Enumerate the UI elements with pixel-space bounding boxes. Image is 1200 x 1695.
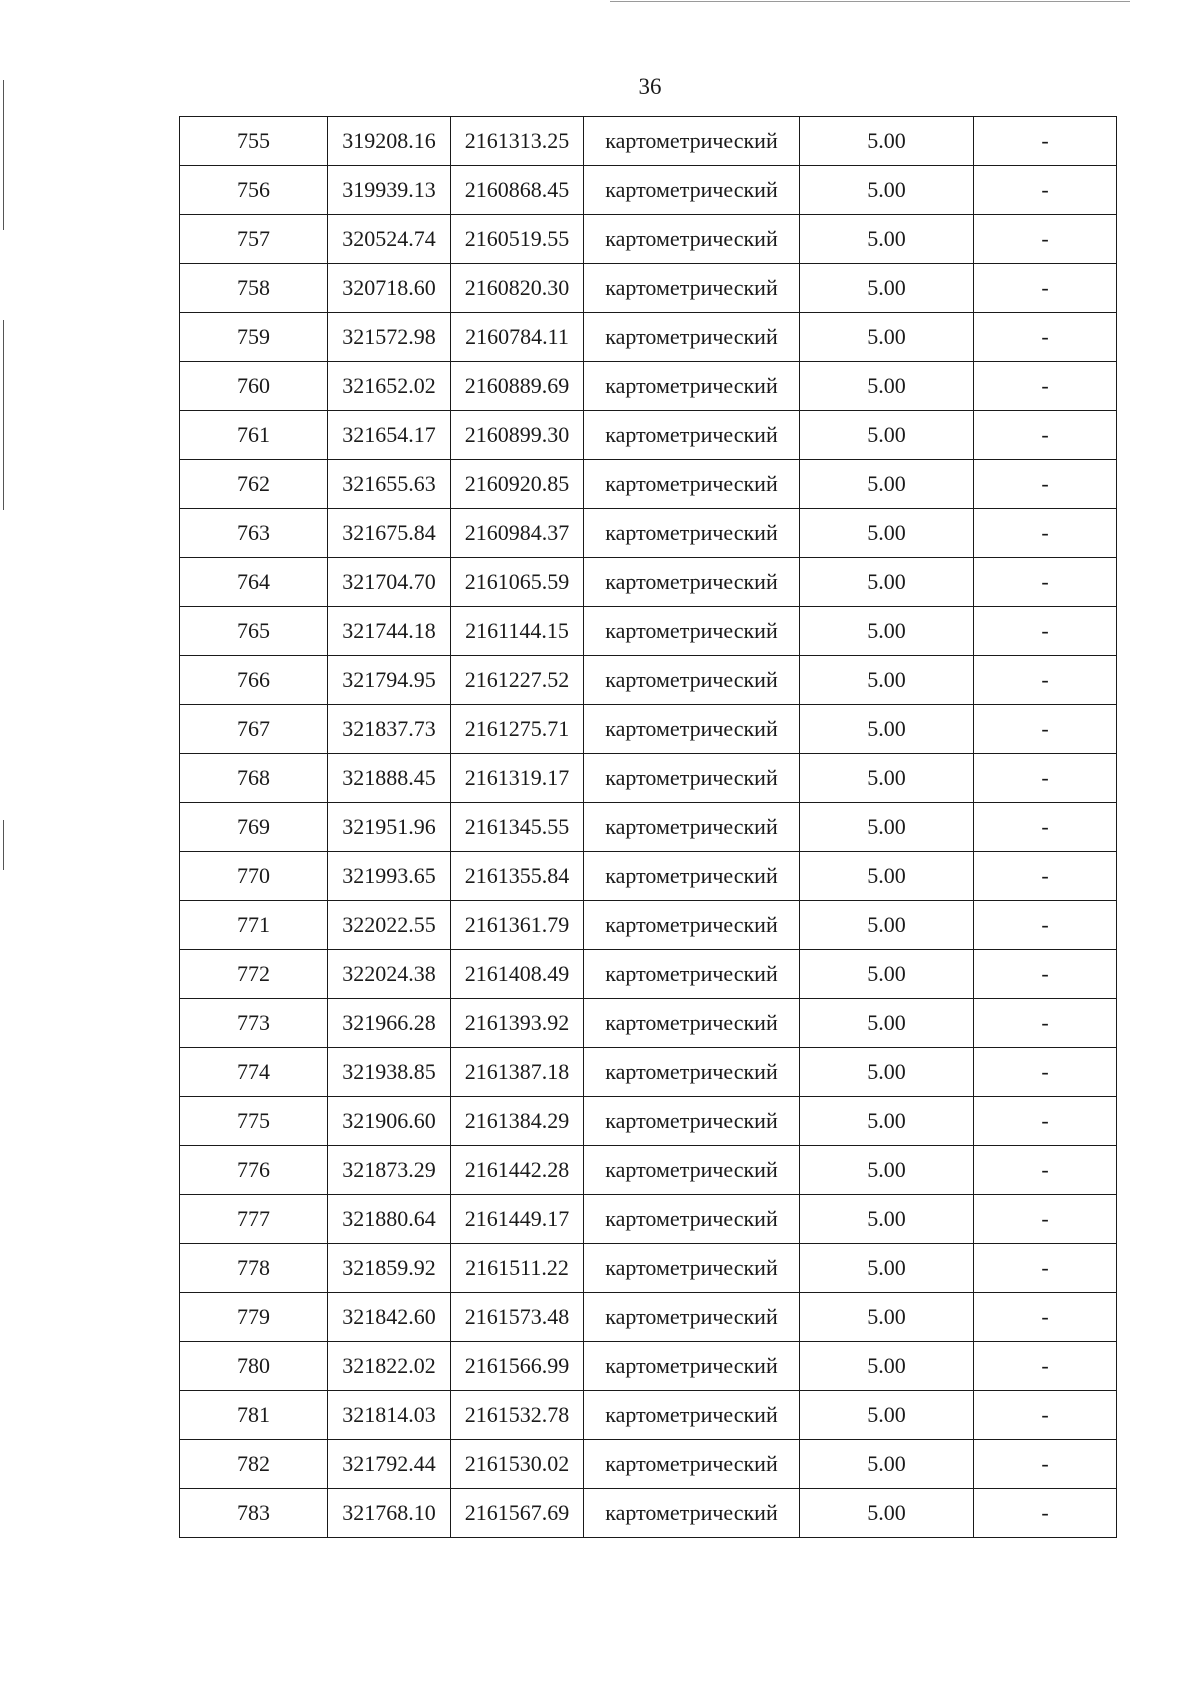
x-coordinate-cell: 322024.38 (328, 950, 451, 999)
accuracy-cell: 5.00 (800, 754, 974, 803)
accuracy-cell: 5.00 (800, 901, 974, 950)
method-cell: картометрический (584, 1489, 800, 1538)
x-coordinate-cell: 321704.70 (328, 558, 451, 607)
table-row (180, 509, 1117, 558)
y-coordinate-cell: 2161345.55 (451, 803, 584, 852)
scan-margin-mark (3, 820, 4, 870)
table-row (180, 1342, 1117, 1391)
method-cell: картометрический (584, 1342, 800, 1391)
y-coordinate-cell: 2161361.79 (451, 901, 584, 950)
accuracy-cell: 5.00 (800, 1097, 974, 1146)
scan-margin-mark (3, 80, 4, 230)
point-number-cell: 782 (180, 1440, 328, 1489)
y-coordinate-cell: 2160920.85 (451, 460, 584, 509)
method-cell: картометрический (584, 411, 800, 460)
x-coordinate-cell: 321938.85 (328, 1048, 451, 1097)
point-number-cell: 766 (180, 656, 328, 705)
method-cell: картометрический (584, 509, 800, 558)
description-cell: - (974, 999, 1117, 1048)
y-coordinate-cell: 2160868.45 (451, 166, 584, 215)
method-cell: картометрический (584, 1146, 800, 1195)
method-cell: картометрический (584, 754, 800, 803)
description-cell: - (974, 362, 1117, 411)
table-row (180, 1489, 1117, 1538)
table-row (180, 1440, 1117, 1489)
description-cell: - (974, 754, 1117, 803)
x-coordinate-cell: 321654.17 (328, 411, 451, 460)
method-cell: картометрический (584, 705, 800, 754)
y-coordinate-cell: 2161355.84 (451, 852, 584, 901)
accuracy-cell: 5.00 (800, 852, 974, 901)
y-coordinate-cell: 2161442.28 (451, 1146, 584, 1195)
y-coordinate-cell: 2161313.25 (451, 117, 584, 166)
method-cell: картометрический (584, 1293, 800, 1342)
description-cell: - (974, 607, 1117, 656)
description-cell: - (974, 1440, 1117, 1489)
accuracy-cell: 5.00 (800, 656, 974, 705)
method-cell: картометрический (584, 607, 800, 656)
accuracy-cell: 5.00 (800, 1048, 974, 1097)
accuracy-cell: 5.00 (800, 1391, 974, 1440)
accuracy-cell: 5.00 (800, 803, 974, 852)
table-row (180, 1048, 1117, 1097)
accuracy-cell: 5.00 (800, 313, 974, 362)
point-number-cell: 769 (180, 803, 328, 852)
point-number-cell: 759 (180, 313, 328, 362)
accuracy-cell: 5.00 (800, 1440, 974, 1489)
x-coordinate-cell: 321675.84 (328, 509, 451, 558)
table-row (180, 901, 1117, 950)
description-cell: - (974, 1195, 1117, 1244)
table-row (180, 117, 1117, 166)
page-number: 36 (638, 74, 662, 99)
x-coordinate-cell: 321655.63 (328, 460, 451, 509)
method-cell: картометрический (584, 656, 800, 705)
x-coordinate-cell: 321837.73 (328, 705, 451, 754)
x-coordinate-cell: 321906.60 (328, 1097, 451, 1146)
accuracy-cell: 5.00 (800, 166, 974, 215)
description-cell: - (974, 656, 1117, 705)
method-cell: картометрический (584, 1097, 800, 1146)
accuracy-cell: 5.00 (800, 264, 974, 313)
table-row (180, 1146, 1117, 1195)
x-coordinate-cell: 321993.65 (328, 852, 451, 901)
x-coordinate-cell: 321794.95 (328, 656, 451, 705)
table-row (180, 852, 1117, 901)
point-number-cell: 778 (180, 1244, 328, 1293)
point-number-cell: 760 (180, 362, 328, 411)
method-cell: картометрический (584, 1244, 800, 1293)
accuracy-cell: 5.00 (800, 509, 974, 558)
scan-border-line (610, 1, 1130, 2)
y-coordinate-cell: 2161387.18 (451, 1048, 584, 1097)
point-number-cell: 777 (180, 1195, 328, 1244)
x-coordinate-cell: 321572.98 (328, 313, 451, 362)
table-row (180, 313, 1117, 362)
y-coordinate-cell: 2160820.30 (451, 264, 584, 313)
point-number-cell: 773 (180, 999, 328, 1048)
accuracy-cell: 5.00 (800, 705, 974, 754)
table-row (180, 950, 1117, 999)
table-row (180, 999, 1117, 1048)
x-coordinate-cell: 321768.10 (328, 1489, 451, 1538)
method-cell: картометрический (584, 1391, 800, 1440)
description-cell: - (974, 117, 1117, 166)
method-cell: картометрический (584, 313, 800, 362)
scan-margin-mark (3, 320, 4, 510)
description-cell: - (974, 803, 1117, 852)
method-cell: картометрический (584, 803, 800, 852)
point-number-cell: 764 (180, 558, 328, 607)
description-cell: - (974, 705, 1117, 754)
description-cell: - (974, 264, 1117, 313)
accuracy-cell: 5.00 (800, 411, 974, 460)
method-cell: картометрический (584, 460, 800, 509)
description-cell: - (974, 901, 1117, 950)
description-cell: - (974, 313, 1117, 362)
x-coordinate-cell: 321842.60 (328, 1293, 451, 1342)
table-row (180, 754, 1117, 803)
y-coordinate-cell: 2161566.99 (451, 1342, 584, 1391)
point-number-cell: 758 (180, 264, 328, 313)
description-cell: - (974, 1391, 1117, 1440)
table-row (180, 558, 1117, 607)
point-number-cell: 756 (180, 166, 328, 215)
method-cell: картометрический (584, 1048, 800, 1097)
method-cell: картометрический (584, 166, 800, 215)
point-number-cell: 765 (180, 607, 328, 656)
accuracy-cell: 5.00 (800, 950, 974, 999)
y-coordinate-cell: 2161530.02 (451, 1440, 584, 1489)
table-row (180, 264, 1117, 313)
coordinates-table (179, 116, 1117, 1538)
y-coordinate-cell: 2161384.29 (451, 1097, 584, 1146)
accuracy-cell: 5.00 (800, 362, 974, 411)
accuracy-cell: 5.00 (800, 460, 974, 509)
point-number-cell: 775 (180, 1097, 328, 1146)
x-coordinate-cell: 321822.02 (328, 1342, 451, 1391)
method-cell: картометрический (584, 558, 800, 607)
table-body (180, 117, 1117, 1538)
table-row (180, 705, 1117, 754)
y-coordinate-cell: 2161408.49 (451, 950, 584, 999)
method-cell: картометрический (584, 117, 800, 166)
method-cell: картометрический (584, 1195, 800, 1244)
description-cell: - (974, 460, 1117, 509)
y-coordinate-cell: 2160899.30 (451, 411, 584, 460)
x-coordinate-cell: 321792.44 (328, 1440, 451, 1489)
x-coordinate-cell: 321652.02 (328, 362, 451, 411)
accuracy-cell: 5.00 (800, 1146, 974, 1195)
point-number-cell: 762 (180, 460, 328, 509)
description-cell: - (974, 509, 1117, 558)
accuracy-cell: 5.00 (800, 1489, 974, 1538)
accuracy-cell: 5.00 (800, 558, 974, 607)
point-number-cell: 780 (180, 1342, 328, 1391)
point-number-cell: 757 (180, 215, 328, 264)
y-coordinate-cell: 2160889.69 (451, 362, 584, 411)
description-cell: - (974, 1097, 1117, 1146)
y-coordinate-cell: 2160519.55 (451, 215, 584, 264)
y-coordinate-cell: 2161227.52 (451, 656, 584, 705)
method-cell: картометрический (584, 901, 800, 950)
method-cell: картометрический (584, 1440, 800, 1489)
point-number-cell: 779 (180, 1293, 328, 1342)
x-coordinate-cell: 320524.74 (328, 215, 451, 264)
table-row (180, 656, 1117, 705)
x-coordinate-cell: 319939.13 (328, 166, 451, 215)
method-cell: картометрический (584, 999, 800, 1048)
x-coordinate-cell: 321966.28 (328, 999, 451, 1048)
point-number-cell: 781 (180, 1391, 328, 1440)
table-row (180, 803, 1117, 852)
method-cell: картометрический (584, 852, 800, 901)
x-coordinate-cell: 321814.03 (328, 1391, 451, 1440)
table-row (180, 1195, 1117, 1244)
accuracy-cell: 5.00 (800, 1342, 974, 1391)
description-cell: - (974, 1146, 1117, 1195)
table-row (180, 1391, 1117, 1440)
x-coordinate-cell: 321951.96 (328, 803, 451, 852)
y-coordinate-cell: 2161449.17 (451, 1195, 584, 1244)
table-row (180, 411, 1117, 460)
accuracy-cell: 5.00 (800, 1195, 974, 1244)
description-cell: - (974, 1048, 1117, 1097)
point-number-cell: 767 (180, 705, 328, 754)
description-cell: - (974, 1489, 1117, 1538)
accuracy-cell: 5.00 (800, 999, 974, 1048)
point-number-cell: 772 (180, 950, 328, 999)
method-cell: картометрический (584, 215, 800, 264)
point-number-cell: 761 (180, 411, 328, 460)
description-cell: - (974, 166, 1117, 215)
y-coordinate-cell: 2161275.71 (451, 705, 584, 754)
y-coordinate-cell: 2161393.92 (451, 999, 584, 1048)
description-cell: - (974, 950, 1117, 999)
point-number-cell: 776 (180, 1146, 328, 1195)
y-coordinate-cell: 2161065.59 (451, 558, 584, 607)
point-number-cell: 783 (180, 1489, 328, 1538)
method-cell: картометрический (584, 362, 800, 411)
y-coordinate-cell: 2160784.11 (451, 313, 584, 362)
y-coordinate-cell: 2161144.15 (451, 607, 584, 656)
description-cell: - (974, 411, 1117, 460)
point-number-cell: 771 (180, 901, 328, 950)
description-cell: - (974, 1342, 1117, 1391)
method-cell: картометрический (584, 950, 800, 999)
y-coordinate-cell: 2161532.78 (451, 1391, 584, 1440)
x-coordinate-cell: 321744.18 (328, 607, 451, 656)
x-coordinate-cell: 321880.64 (328, 1195, 451, 1244)
y-coordinate-cell: 2160984.37 (451, 509, 584, 558)
x-coordinate-cell: 319208.16 (328, 117, 451, 166)
y-coordinate-cell: 2161573.48 (451, 1293, 584, 1342)
accuracy-cell: 5.00 (800, 1293, 974, 1342)
description-cell: - (974, 1244, 1117, 1293)
table-row (180, 166, 1117, 215)
table-row (180, 607, 1117, 656)
y-coordinate-cell: 2161319.17 (451, 754, 584, 803)
x-coordinate-cell: 321859.92 (328, 1244, 451, 1293)
method-cell: картометрический (584, 264, 800, 313)
description-cell: - (974, 852, 1117, 901)
x-coordinate-cell: 321888.45 (328, 754, 451, 803)
table-row (180, 1293, 1117, 1342)
accuracy-cell: 5.00 (800, 1244, 974, 1293)
description-cell: - (974, 215, 1117, 264)
description-cell: - (974, 558, 1117, 607)
table-row (180, 215, 1117, 264)
point-number-cell: 755 (180, 117, 328, 166)
accuracy-cell: 5.00 (800, 117, 974, 166)
x-coordinate-cell: 322022.55 (328, 901, 451, 950)
table-row (180, 362, 1117, 411)
table-row (180, 460, 1117, 509)
point-number-cell: 763 (180, 509, 328, 558)
table-row (180, 1097, 1117, 1146)
point-number-cell: 774 (180, 1048, 328, 1097)
point-number-cell: 768 (180, 754, 328, 803)
point-number-cell: 770 (180, 852, 328, 901)
accuracy-cell: 5.00 (800, 607, 974, 656)
y-coordinate-cell: 2161567.69 (451, 1489, 584, 1538)
accuracy-cell: 5.00 (800, 215, 974, 264)
description-cell: - (974, 1293, 1117, 1342)
y-coordinate-cell: 2161511.22 (451, 1244, 584, 1293)
x-coordinate-cell: 321873.29 (328, 1146, 451, 1195)
x-coordinate-cell: 320718.60 (328, 264, 451, 313)
table-row (180, 1244, 1117, 1293)
